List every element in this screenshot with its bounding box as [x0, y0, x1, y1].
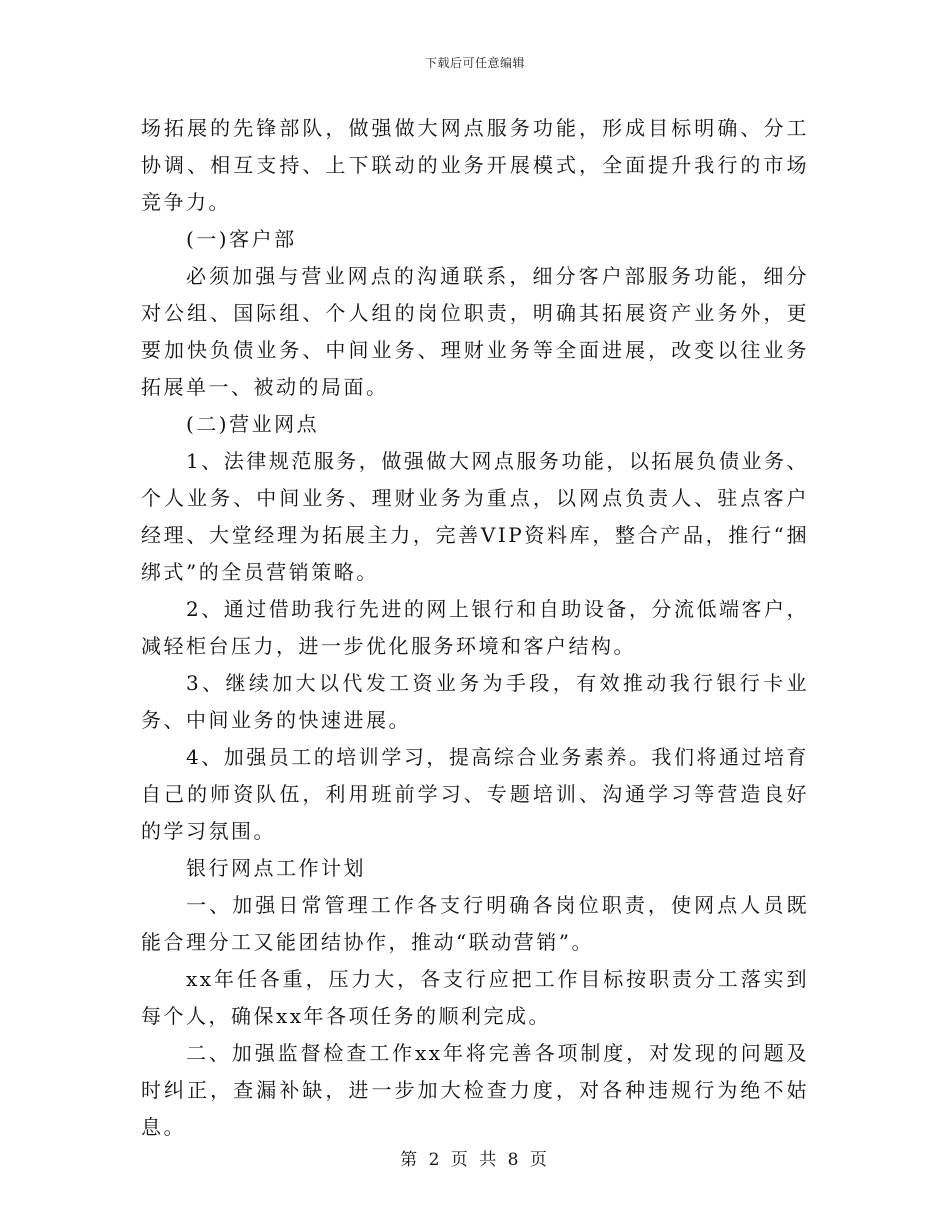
- list-item-3: 3、继续加大以代发工资业务为手段，有效推动我行银行卡业务、中间业务的快速进展。: [141, 671, 809, 732]
- section-heading-customer-dept: (一)客户部: [186, 227, 297, 251]
- paragraph-4: xx年任各重，压力大，各支行应把工作目标按职责分工落实到每个人，确保xx年各项任务的顺利完成。: [141, 967, 809, 1028]
- list-item-1: 1、法律规范服务，做强做大网点服务功能，以拓展负债业务、个人业务、中间业务、理财业务为重点，以网点负责人、驻点客户经理、大堂经理为拓展主力，完善VIP资料库，整合产品，推行“捆绑式”的全员营销策略。: [141, 449, 809, 584]
- section-heading-plan: 银行网点工作计划: [186, 856, 366, 880]
- list-item-2: 2、通过借助我行先进的网上银行和自助设备，分流低端客户，减轻柜台压力，进一步优化服务环境和客户结构。: [141, 597, 809, 658]
- paragraph-5: 二、加强监督检查工作xx年将完善各项制度，对发现的问题及时纠正，查漏补缺，进一步加大检查力度，对各种违规行为绝不姑息。: [141, 1041, 809, 1139]
- page-header: 下载后可任意编辑: [424, 56, 525, 70]
- section-heading-branch: (二)营业网点: [186, 412, 320, 436]
- paragraph-3: 一、加强日常管理工作各支行明确各岗位职责，使网点人员既能合理分工又能团结协作，推动“联动营销”。: [141, 893, 809, 954]
- paragraph-1: 场拓展的先锋部队，做强做大网点服务功能，形成目标明确、分工协调、相互支持、上下联动的业务开展模式，全面提升我行的市场竞争力。: [141, 116, 809, 214]
- list-item-4: 4、加强员工的培训学习，提高综合业务素养。我们将通过培育自己的师资队伍，利用班前学习、专题培训、沟通学习等营造良好的学习氛围。: [141, 745, 809, 843]
- page-number: 第 2 页 共 8 页: [400, 1150, 550, 1170]
- document-body: [141, 110, 809, 1146]
- paragraph-2: 必须加强与营业网点的沟通联系，细分客户部服务功能，细分对公组、国际组、个人组的岗位职责，明确其拓展资产业务外，更要加快负债业务、中间业务、理财业务等全面进展，改变以往业务拓展单一、被动的局面。: [141, 264, 809, 399]
